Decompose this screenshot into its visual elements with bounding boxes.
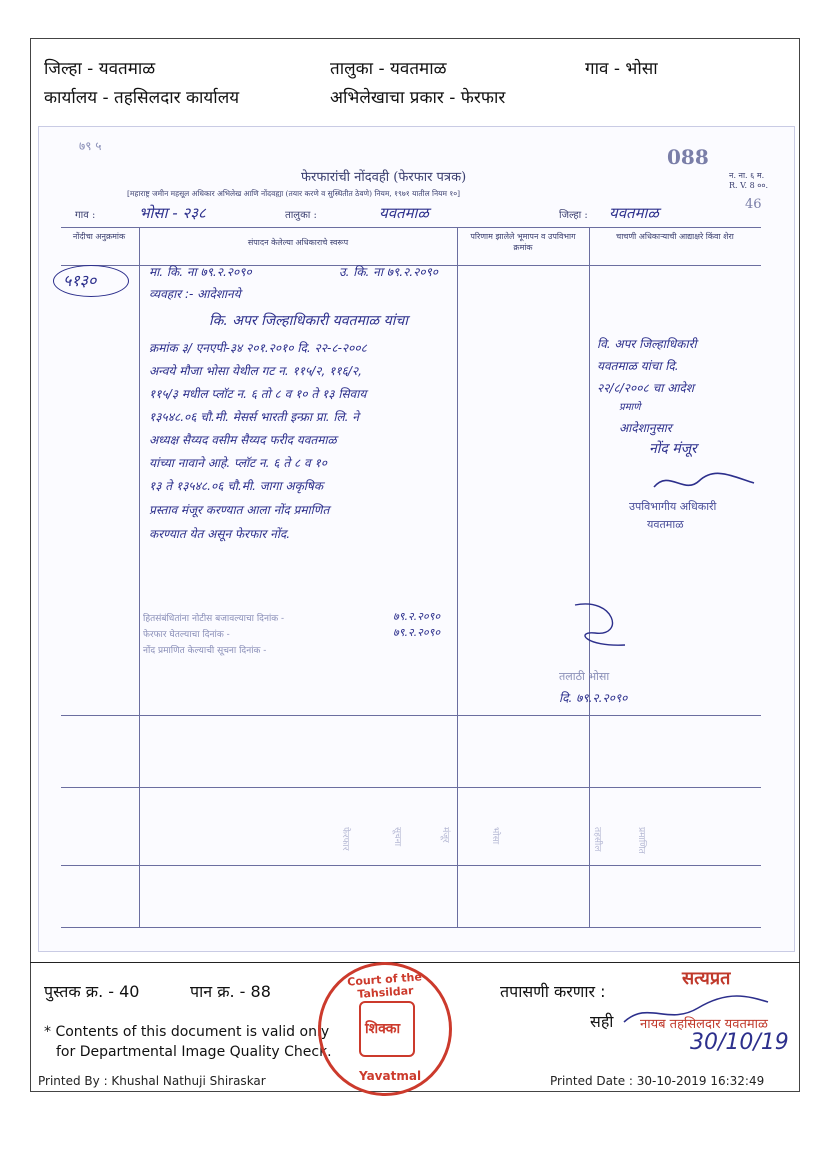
remark-line: आदेशानुसार [619,421,672,435]
district-field-value: यवतमाळ [609,204,659,222]
certified-copy-stamp: सत्यप्रत [682,968,731,989]
remark-line: नोंद मंजूर [649,441,697,457]
hand-line: क्रमांक ३/ एनएपी-३४ २०१.२०१० दि. २२-८-२००८ [149,341,367,355]
col-survey-head: परिणाम झालेले भूमापन व उपविभाग क्रमांक [470,232,576,252]
sdo-signature [649,467,759,497]
seal-top-text: Court of the Tahsildar [346,970,423,1001]
hand-line: अध्यक्ष सैय्यद वसीम सैय्यद फरीद यवतमाळ [149,433,337,447]
table-row-line-3 [61,865,761,866]
table-top-line [61,227,761,228]
hand-line: व्यवहार :- आदेशानये [149,287,241,301]
office-label: कार्यालय - तहसिलदार कार्यालय [44,88,240,108]
bleed-text: फेरफार [340,827,350,851]
footer-divider [30,962,800,963]
hand-line: उ. कि. ना ७९.२.२०९० [339,265,439,279]
seal-bottom-text: Yavatmal [359,1069,422,1083]
page-number: पान क्र. - 88 [190,982,271,1001]
notice-date: ७९.२.२०९० [393,610,441,623]
sign-date: 30/10/19 [690,1030,789,1055]
court-seal [318,962,452,1096]
notice-line: फेरफार घेतल्याचा दिनांक - [143,630,230,640]
village-field-value: भोसा - २३८ [139,204,206,222]
column-divider-2 [457,227,458,927]
hand-line: मा. कि. ना ७९.२.२०९० [149,265,252,279]
notice-date: ७९.२.२०९० [393,626,441,639]
register-title: फेरफारांची नोंदवही (फेरफार पत्रक) [301,170,467,185]
col-entry-number-head: नोंदीचा अनुक्रमांक [72,232,126,241]
talathi-signature [565,597,645,657]
remark-line: यवतमाळ यांचा दि. [597,359,679,373]
register-page-number: 088 [667,145,709,169]
scanned-register-page [38,126,795,952]
seal-center-text: शिक्का [365,1021,401,1037]
col-remarks-head: चाचणी अधिकाऱ्याची आद्याक्षरे किंवा शेरा [616,232,734,241]
notice-line: हितसंबंधितांना नोटीस बजावल्याचा दिनांक - [143,614,285,624]
form-code: न. ना. ६ म. R. V. 8 ००. [729,171,769,190]
village-label: गाव - भोसा [585,59,658,79]
hand-line: अन्वये मौजा भोसा येथील गट न. ११५/२, ११६/२, [149,364,362,378]
entry-number: ५१३० [63,271,97,290]
remark-line: वि. अपर जिल्हाधिकारी [597,337,697,351]
hand-line: करण्यात येत असून फेरफार नोंद. [149,527,291,541]
talathi-date: दि. ७९.२.२०९० [559,691,628,705]
hand-line: कि. अपर जिल्हाधिकारी यवतमाळ यांचा [209,313,408,329]
validity-note-line-1: * Contents of this document is valid only [44,1024,330,1040]
printed-by: Printed By : Khushal Nathuji Shiraskar [38,1074,266,1088]
sdo-stamp-line: यवतमाळ [647,518,684,531]
checker-label: तपासणी करणार : [500,982,606,1001]
talathi-label: तलाठी भोसा [559,670,610,683]
col-rights-head: संपादन केलेल्या अधिकाराचे स्वरूप [247,238,349,247]
record-type-label: अभिलेखाचा प्रकार - फेरफार [330,88,506,108]
hand-line: प्रस्ताव मंजूर करण्यात आला नोंद प्रमाणित [149,503,330,517]
table-bottom-line [61,927,761,928]
printed-date: Printed Date : 30-10-2019 16:32:49 [550,1074,765,1088]
hand-line: ११५/३ मधील प्लॉट न. ६ तो ८ व १० ते १३ सिवाय [149,387,367,401]
bleed-text: तहसील [592,827,602,852]
remark-line: प्रमाणे [619,402,641,413]
taluka-field-label: तालुका : [285,210,317,221]
table-row-line-2 [61,787,761,788]
book-number: पुस्तक क्र. - 40 [44,982,140,1001]
district-field-label: जिल्हा : [559,210,588,221]
column-divider-1 [139,227,140,927]
bleed-text: सूचना [392,827,402,847]
column-divider-3 [589,227,590,927]
bleed-text: प्रमाणित [636,827,646,854]
remark-line: २२/८/२००८ चा आदेश [597,381,694,395]
village-field-label: गाव : [75,210,96,221]
register-number: 46 [745,197,762,212]
district-label: जिल्हा - यवतमाळ [44,59,156,79]
notice-line: नोंद प्रमाणित केल्याची सूचना दिनांक - [143,646,267,656]
bleed-text: भोसा [490,827,500,845]
taluka-label: तालुका - यवतमाळ [330,59,447,79]
table-row-line-1 [61,715,761,716]
hand-line: यांच्या नावाने आहे. प्लॉट न. ६ ते ८ व १० [149,456,328,470]
corner-mark: ७९ ५ [79,139,102,153]
tehsildar-stamp: नायब तहसिलदार यवतमाळ [640,1017,768,1032]
tehsildar-signature [618,990,778,1030]
sign-label: सही [590,1012,614,1031]
sdo-stamp-line: उपविभागीय अधिकारी [629,500,717,513]
hand-line: १३ ते १३५४८.०६ चौ.मी. जागा अकृषिक [149,479,324,493]
register-subtitle: [महाराष्ट्र जमीन महसूल अधिकार अभिलेख आणि नोंदवह्या (तयार करणे व सुस्थितीत ठेवणे) नियम, १९७१ यातील नियम १०] [127,189,461,198]
bleed-text: मंजूर [440,827,450,843]
validity-note-line-2: for Departmental Image Quality Check. [56,1044,332,1060]
taluka-field-value: यवतमाळ [379,204,429,222]
hand-line: १३५४८.०६ चौ.मी. मेसर्स भारती इन्फ्रा प्रा. लि. ने [149,410,359,424]
